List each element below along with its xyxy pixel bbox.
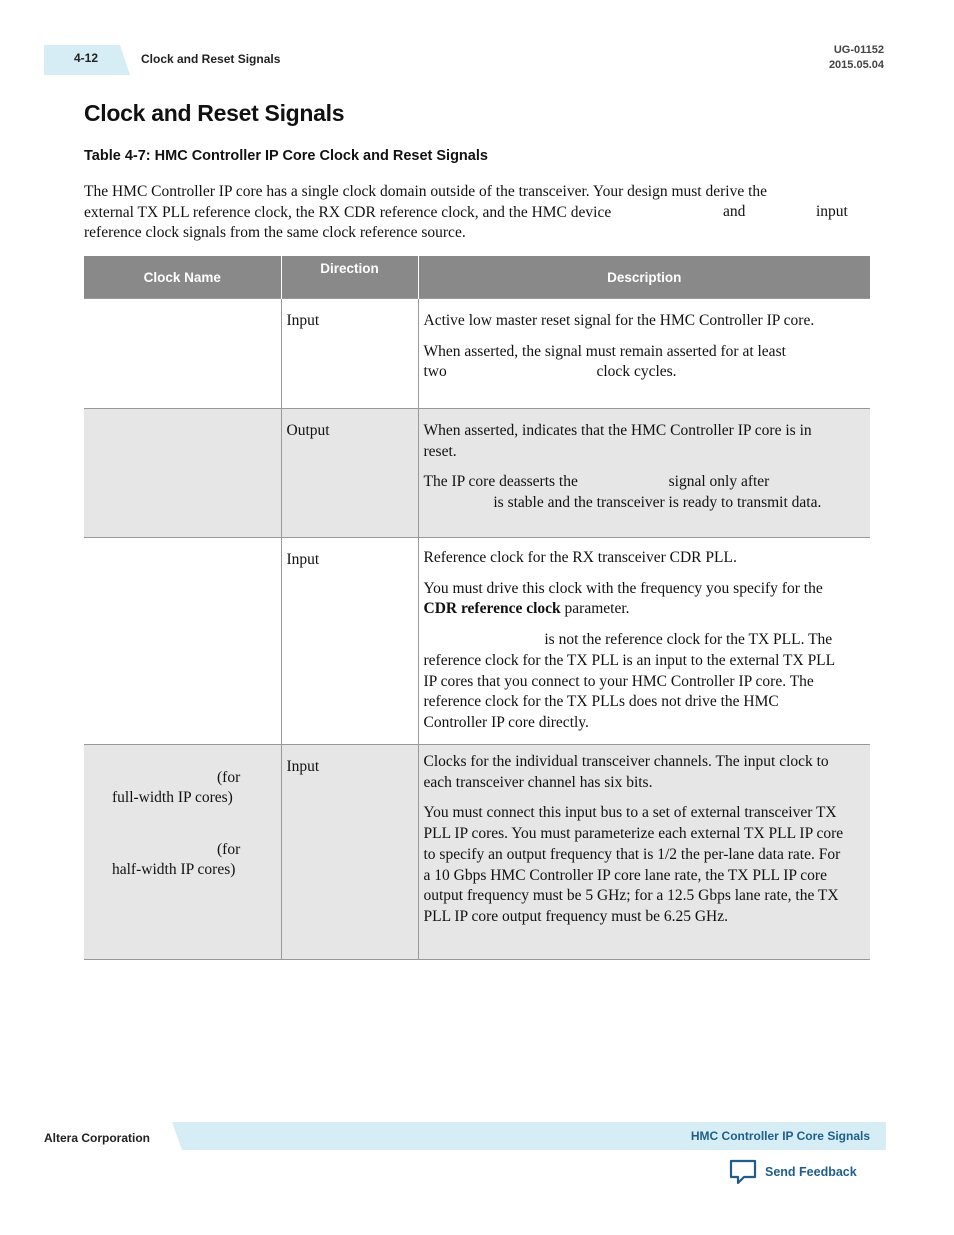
text-run-bold: CDR reference clock [423,600,561,618]
page-title: Clock and Reset Signals [84,100,345,126]
text-run: The IP core deasserts the [423,473,578,491]
header-clock-name: Clock Name [84,256,281,299]
doc-id-block [829,43,884,73]
text-run: The reference clock for the TX PLL is an input to the external TX PLL IP cores that you connect to your HMC Controller IP core. The reference clock for the TX PLLs does not drive the HMC Controller IP core directly. [423,631,835,731]
table-row [84,409,870,538]
direction-cell: Input [281,745,418,960]
clock-name-cell [84,299,281,409]
intro-line-1: The HMC Controller IP core has a single clock domain outside of the transceiver. Your design must derive the [84,183,768,200]
description-cell [418,299,870,409]
table-row [84,538,870,745]
text-run: two [423,363,447,381]
description-paragraph [424,630,847,734]
clock-name-cell [84,409,281,538]
text-run: signal only after [668,473,770,491]
doc-id: UG-01152 [833,44,884,56]
table-header-row [84,256,870,299]
text-run: You must drive this clock with the frequency you specify for the [423,579,823,597]
clock-name-note: (for [217,841,241,858]
text-run: is stable and the transceiver is ready to transmit data. [493,494,822,512]
footer-section-title: HMC Controller IP Core Signals [690,1129,870,1143]
header-section-title: Clock and Reset Signals [141,52,281,66]
intro-line-3: reference clock signals from the same clock reference source. [84,224,466,242]
description-cell [418,538,870,745]
direction-cell: Input [281,538,418,745]
clock-name-note: full-width IP cores) [112,789,233,806]
doc-date: 2015.05.04 [828,59,884,71]
text-run: clock cycles. [596,363,677,381]
description-cell [418,745,870,960]
description-cell [418,409,870,538]
send-feedback-link[interactable] [728,1158,857,1191]
description-paragraph: You must connect this input bus to a set of external transceiver TX PLL IP cores. You must parameterize each external TX PLL IP core to specify an output frequency that is 1/2 the per-lane data rate. For a 10 Gbps HMC Controller IP core lane rate, the TX PLL IP core output frequency must be 5 GHz; for a 12.5 Gbps lane rate, the TX PLL IP core output frequency must be 6.25 GHz. [423,804,844,925]
page-number: 4-12 [74,51,99,65]
description-paragraph: Active low master reset signal for the HMC Controller IP core. [423,312,815,329]
direction-cell: Output [281,409,418,538]
table-caption: Table 4-7: HMC Controller IP Core Clock and Reset Signals [84,148,488,164]
intro-word-and: and [723,203,746,220]
speech-bubble-icon [728,1158,758,1191]
direction-cell: Input [281,299,418,409]
clock-name-note: (for [217,769,241,786]
clock-name-cell [84,745,281,960]
description-paragraph [424,342,847,383]
header-description: Description [418,256,870,299]
intro-line-2: external TX PLL reference clock, the RX CDR reference clock, and the HMC device [84,203,612,221]
description-paragraph [424,579,847,620]
table-row [84,745,870,960]
description-paragraph: Reference clock for the RX transceiver CDR PLL. [423,549,737,566]
footer-company: Altera Corporation [44,1131,151,1145]
description-paragraph [424,472,847,513]
signals-table [84,256,870,960]
description-paragraph: Clocks for the individual transceiver channels. The input clock to each transceiver channel has six bits. [423,753,829,791]
send-feedback-label[interactable]: Send Feedback [765,1164,857,1179]
clock-name-note: half-width IP cores) [112,861,236,878]
text-run: parameter. [564,600,630,618]
description-paragraph: When asserted, indicates that the HMC Controller IP core is in reset. [423,422,812,460]
text-run: is not the reference clock for the TX PLL. [544,631,805,649]
clock-name-cell [84,538,281,745]
header-direction: Direction [281,256,418,299]
table-row [84,299,870,409]
text-run: When asserted, the signal must remain asserted for at least [423,342,786,360]
intro-word-input: input [816,203,848,220]
